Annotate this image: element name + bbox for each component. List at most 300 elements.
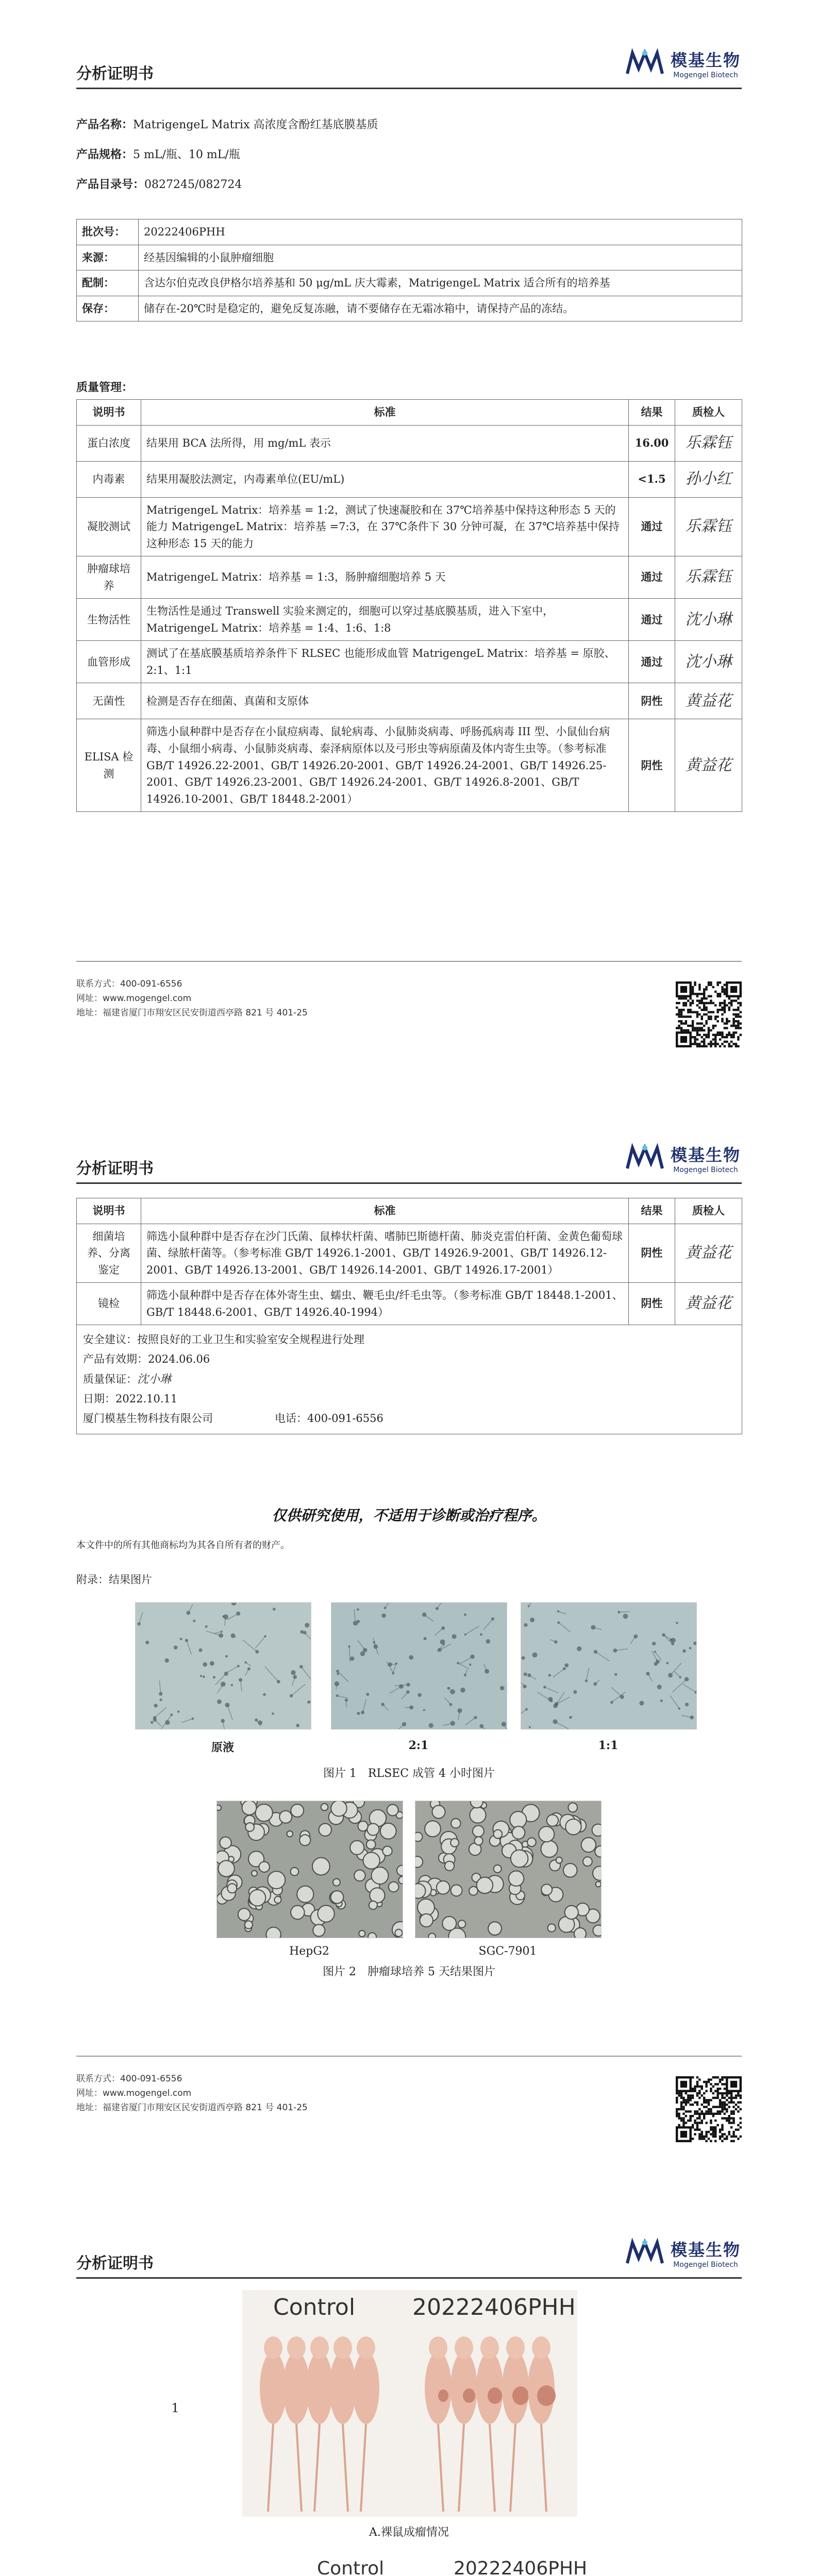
qr-module bbox=[708, 2108, 710, 2110]
cell: 20222406PHH bbox=[139, 219, 742, 245]
qr-module bbox=[714, 1045, 716, 1047]
qr-module bbox=[682, 2106, 685, 2108]
qr-module bbox=[732, 1020, 734, 1022]
cell: 阴性 bbox=[629, 683, 675, 719]
mouse bbox=[450, 2336, 477, 2512]
qr-module bbox=[689, 1002, 691, 1004]
qr-module bbox=[726, 1034, 728, 1036]
qr-module bbox=[678, 2094, 680, 2096]
tube bbox=[246, 1663, 251, 1666]
header-cell: 说明书 bbox=[77, 400, 141, 426]
qr-module bbox=[714, 1025, 716, 1027]
research-use-notice: 仅供研究使用，不适用于诊断或治疗程序。 bbox=[272, 1507, 546, 1524]
tumor bbox=[512, 2386, 529, 2405]
qr-module bbox=[740, 1004, 742, 1006]
qr-module bbox=[732, 1043, 734, 1045]
qr-module bbox=[678, 2108, 680, 2110]
cell bbox=[547, 1815, 558, 1826]
cell bbox=[222, 1615, 224, 1617]
cell bbox=[367, 1823, 379, 1835]
qr-module bbox=[735, 1043, 737, 1045]
mouse bbox=[476, 2336, 503, 2512]
qr-module bbox=[740, 2097, 742, 2099]
qr-module bbox=[705, 1036, 707, 1038]
cell: 来源： bbox=[77, 245, 139, 270]
cell bbox=[319, 1823, 331, 1836]
cell bbox=[359, 1930, 365, 1937]
qr-module bbox=[694, 2088, 696, 2090]
qr-module bbox=[737, 1009, 739, 1011]
qr-module bbox=[721, 2092, 723, 2094]
qr-module bbox=[682, 1015, 685, 1018]
mouse-body bbox=[306, 2352, 333, 2424]
qr-module bbox=[696, 2081, 698, 2083]
cell bbox=[418, 1693, 421, 1697]
cell bbox=[595, 1846, 602, 1857]
signature: 黄益花 bbox=[675, 1224, 742, 1283]
cell bbox=[428, 1933, 436, 1938]
qr-module bbox=[710, 2129, 712, 2131]
cell bbox=[646, 1672, 649, 1675]
table-row bbox=[77, 719, 742, 812]
tube bbox=[155, 1720, 161, 1726]
cell bbox=[623, 1614, 628, 1619]
cell bbox=[221, 1682, 226, 1687]
qr-module bbox=[714, 2133, 716, 2135]
qr-module bbox=[676, 2102, 678, 2104]
tube bbox=[648, 1674, 652, 1682]
qr-module bbox=[703, 2115, 705, 2117]
qr-module bbox=[740, 2136, 742, 2138]
qr-module bbox=[703, 1038, 705, 1040]
qr-module bbox=[696, 2086, 698, 2088]
qr-module bbox=[721, 1007, 723, 1009]
cell bbox=[541, 1841, 557, 1857]
tube bbox=[437, 1602, 447, 1608]
cell: 储存在-20℃时是稳定的，避免反复冻融，请不要储存在无霜冰箱中，请保持产品的冻结。 bbox=[139, 296, 742, 321]
attachment-title: 附录：结果图片 bbox=[76, 1573, 152, 1586]
qr-module bbox=[680, 2092, 682, 2094]
cell bbox=[354, 1870, 365, 1882]
qr-module bbox=[694, 2086, 696, 2088]
cell bbox=[529, 1726, 531, 1728]
cell bbox=[488, 1922, 502, 1935]
qr-module bbox=[696, 1022, 698, 1024]
cell bbox=[524, 1623, 527, 1626]
qr-module bbox=[712, 2113, 714, 2115]
cell bbox=[203, 1662, 207, 1667]
cell bbox=[230, 1633, 235, 1638]
cell: 结果用凝胶法测定，内毒素单位(EU/mL) bbox=[141, 461, 629, 497]
qr-module bbox=[689, 997, 691, 999]
company-line bbox=[83, 1409, 736, 1429]
cell bbox=[548, 1924, 556, 1931]
qr-module bbox=[712, 2092, 714, 2094]
cell bbox=[263, 1693, 266, 1696]
qr-module bbox=[694, 2133, 696, 2135]
qr-module bbox=[724, 988, 726, 990]
cell bbox=[369, 1901, 377, 1909]
cell bbox=[399, 1684, 403, 1688]
cell bbox=[272, 1713, 274, 1715]
mouse-tail bbox=[541, 2424, 546, 2512]
qr-module bbox=[712, 2086, 714, 2088]
qr-module bbox=[737, 2110, 739, 2112]
qr-module bbox=[712, 2106, 714, 2108]
qr-module bbox=[678, 1002, 680, 1004]
cell bbox=[220, 1837, 231, 1849]
cell: 阴性 bbox=[629, 1283, 675, 1325]
qr-module bbox=[732, 2136, 734, 2138]
mouse bbox=[329, 2336, 356, 2512]
cell bbox=[657, 1685, 662, 1689]
qr-module bbox=[678, 2113, 680, 2115]
qr-module bbox=[685, 2122, 687, 2124]
mouse-head bbox=[357, 2336, 375, 2359]
qr-module bbox=[712, 2115, 714, 2117]
qr-module bbox=[680, 1022, 682, 1024]
qa-label: 质量保证： bbox=[83, 1372, 137, 1385]
qr-module bbox=[730, 2117, 732, 2119]
qr-module bbox=[701, 993, 703, 995]
qr-module bbox=[719, 2081, 721, 2083]
qr-module bbox=[721, 1043, 723, 1045]
qr-module bbox=[726, 2099, 728, 2101]
qr-module bbox=[678, 997, 680, 999]
cell bbox=[458, 1920, 466, 1928]
mouse-tail bbox=[343, 2424, 348, 2512]
qr-module bbox=[714, 2129, 716, 2131]
qr-module bbox=[716, 2083, 719, 2085]
product-spec-line bbox=[76, 146, 240, 162]
qr-module bbox=[680, 1029, 682, 1031]
qr-module bbox=[719, 1038, 721, 1040]
cell bbox=[670, 1639, 672, 1641]
qr-module bbox=[692, 991, 694, 993]
cell bbox=[685, 1703, 689, 1706]
cell: 配制： bbox=[77, 270, 139, 296]
cell bbox=[154, 1704, 157, 1707]
qr-module bbox=[716, 2088, 719, 2090]
qr-module bbox=[721, 2104, 723, 2106]
qr-module bbox=[716, 2090, 719, 2092]
qr-module bbox=[708, 1036, 710, 1038]
qr-module bbox=[724, 1002, 726, 1004]
qr-module bbox=[701, 1022, 703, 1024]
mouse-tail bbox=[296, 2424, 302, 2512]
table-row bbox=[77, 461, 742, 497]
qr-module bbox=[740, 2126, 742, 2128]
qr-module bbox=[726, 2104, 728, 2106]
tumor bbox=[463, 2388, 475, 2403]
qr-module bbox=[710, 2113, 712, 2115]
qr-module bbox=[714, 991, 716, 993]
qr-module bbox=[728, 2092, 730, 2094]
mice-photo bbox=[242, 2290, 577, 2517]
qr-module bbox=[714, 1043, 716, 1045]
info-table bbox=[76, 219, 742, 321]
cell bbox=[447, 1687, 450, 1690]
qr-module bbox=[726, 1004, 728, 1006]
qr-module bbox=[714, 2076, 716, 2078]
tube bbox=[159, 1681, 160, 1694]
cell bbox=[245, 1823, 254, 1832]
cell: 蛋白浓度 bbox=[77, 425, 141, 461]
qr-module bbox=[728, 2122, 730, 2124]
qr-module bbox=[721, 2078, 723, 2080]
qr-module bbox=[687, 2102, 689, 2104]
qr-module bbox=[680, 1011, 682, 1013]
qr-module bbox=[698, 2122, 700, 2124]
qr-module bbox=[689, 1015, 691, 1018]
qr-module bbox=[696, 2126, 698, 2128]
qr-module bbox=[719, 1002, 721, 1004]
cell bbox=[563, 1863, 577, 1877]
cell bbox=[213, 1676, 215, 1679]
qr-module bbox=[735, 2104, 737, 2106]
footer-phone: 联系方式：400-091-6556 bbox=[76, 979, 182, 989]
tube bbox=[155, 1707, 166, 1718]
qr-module bbox=[698, 2138, 700, 2140]
mice-illustration bbox=[242, 2326, 577, 2517]
qr-module bbox=[680, 1015, 682, 1018]
qr-module bbox=[716, 2113, 719, 2115]
qa-line bbox=[83, 1369, 736, 1390]
qr-module bbox=[705, 988, 707, 990]
qr-module bbox=[712, 2133, 714, 2135]
qr-finder bbox=[730, 986, 737, 993]
qr-module bbox=[685, 2115, 687, 2117]
cell: 结果用 BCA 法所得，用 mg/mL 表示 bbox=[141, 425, 629, 461]
cell bbox=[511, 1850, 528, 1868]
qr-module bbox=[705, 1002, 707, 1004]
qr-module bbox=[732, 1009, 734, 1011]
cell bbox=[363, 1852, 379, 1869]
qr-module bbox=[703, 2136, 705, 2138]
qr-module bbox=[735, 2097, 737, 2099]
qr-module bbox=[694, 1041, 696, 1043]
qr-module bbox=[703, 2117, 705, 2119]
qr-module bbox=[708, 1002, 710, 1004]
qr-module bbox=[714, 1034, 716, 1036]
qr-module bbox=[676, 1007, 678, 1009]
qr-module bbox=[721, 2124, 723, 2126]
qr-module bbox=[737, 2094, 739, 2096]
qa-signature: 沈小琳 bbox=[137, 1372, 172, 1386]
qr-module bbox=[714, 1038, 716, 1040]
qr-module bbox=[724, 2076, 726, 2078]
table-row bbox=[77, 219, 742, 245]
qr-module bbox=[735, 1027, 737, 1029]
cell bbox=[469, 1664, 472, 1666]
qr-module bbox=[698, 984, 700, 986]
cell bbox=[313, 1924, 325, 1936]
tube bbox=[595, 1652, 609, 1661]
qc-table-continued bbox=[76, 1198, 742, 1434]
qr-module bbox=[676, 2092, 678, 2094]
qr-module bbox=[694, 1038, 696, 1040]
qr-module bbox=[726, 2108, 728, 2110]
cell bbox=[312, 1858, 330, 1875]
cell bbox=[357, 1608, 359, 1611]
qr-module bbox=[682, 2102, 685, 2104]
tube bbox=[670, 1696, 679, 1708]
product-name-line bbox=[76, 116, 378, 132]
qr-module bbox=[694, 1011, 696, 1013]
qr-module bbox=[712, 2097, 714, 2099]
cell: 经基因编辑的小鼠肿瘤细胞 bbox=[139, 245, 742, 270]
qr-module bbox=[716, 1043, 719, 1045]
qr-module bbox=[710, 999, 712, 1002]
qr-module bbox=[735, 2094, 737, 2096]
qr-module bbox=[676, 1027, 678, 1029]
qr-module bbox=[732, 2131, 734, 2133]
qr-module bbox=[698, 2097, 700, 2099]
cell bbox=[460, 1688, 465, 1692]
qr-module bbox=[716, 2110, 719, 2112]
qr-module bbox=[698, 988, 700, 990]
cell bbox=[398, 1876, 403, 1884]
product-catalog-line bbox=[76, 176, 242, 192]
qr-module bbox=[732, 1022, 734, 1024]
qr-module bbox=[689, 2104, 691, 2106]
qr-module bbox=[682, 1022, 685, 1024]
qr-module bbox=[737, 2102, 739, 2104]
qr-module bbox=[721, 986, 723, 988]
cell: 通过 bbox=[629, 497, 675, 556]
qr-module bbox=[714, 1041, 716, 1043]
tube bbox=[458, 1663, 469, 1669]
cell bbox=[318, 1905, 334, 1922]
qr-module bbox=[724, 2113, 726, 2115]
qr-finder bbox=[680, 2081, 687, 2088]
qr-module bbox=[676, 2113, 678, 2115]
qr-module bbox=[728, 1002, 730, 1004]
qr-module bbox=[694, 2113, 696, 2115]
header-divider bbox=[76, 2277, 742, 2279]
cell bbox=[180, 1638, 182, 1640]
qr-module bbox=[692, 1022, 694, 1024]
qr-module bbox=[712, 1002, 714, 1004]
cell: 凝胶测试 bbox=[77, 497, 141, 556]
header-cell: 标准 bbox=[141, 1198, 629, 1224]
qr-module bbox=[698, 2090, 700, 2092]
qr-module bbox=[696, 2094, 698, 2096]
qr-module bbox=[694, 984, 696, 986]
qr-module bbox=[703, 1007, 705, 1009]
page-2 bbox=[0, 1095, 818, 2190]
qr-module bbox=[694, 2129, 696, 2131]
tube bbox=[630, 1636, 636, 1643]
qr-module bbox=[740, 1022, 742, 1024]
qr-module bbox=[694, 1036, 696, 1038]
qr-module bbox=[726, 1027, 728, 1029]
qr-module bbox=[705, 2110, 707, 2112]
cell bbox=[333, 1879, 340, 1886]
qr-module bbox=[710, 1029, 712, 1031]
mouse-head bbox=[532, 2336, 550, 2359]
cell bbox=[493, 1830, 502, 1839]
qr-module bbox=[682, 2113, 685, 2115]
logo-cn: 模基生物 bbox=[670, 1145, 741, 1165]
qr-module bbox=[692, 2138, 694, 2140]
qr-module bbox=[716, 1031, 719, 1033]
qr-module bbox=[710, 2133, 712, 2135]
qr-module bbox=[724, 1004, 726, 1006]
tube bbox=[265, 1667, 278, 1682]
qr-module bbox=[696, 2083, 698, 2085]
qr-module bbox=[698, 2117, 700, 2119]
qr-module bbox=[708, 1031, 710, 1033]
qr-module bbox=[724, 999, 726, 1002]
qr-module bbox=[705, 1013, 707, 1015]
qr-module bbox=[732, 2133, 734, 2135]
cell bbox=[200, 1675, 202, 1677]
qr-module bbox=[716, 1009, 719, 1011]
qr-module bbox=[728, 2115, 730, 2117]
qr-module bbox=[676, 2108, 678, 2110]
qr-module bbox=[701, 2136, 703, 2138]
qr-module bbox=[696, 1015, 698, 1018]
footer-web[interactable]: 网址：www.mogengel.com bbox=[76, 993, 192, 1004]
qr-module bbox=[730, 2126, 732, 2128]
cell bbox=[593, 1925, 602, 1936]
cell bbox=[652, 1642, 656, 1646]
qr-module bbox=[719, 2113, 721, 2115]
qr-module bbox=[689, 2094, 691, 2096]
qr-module bbox=[680, 2106, 682, 2108]
qr-module bbox=[726, 1018, 728, 1020]
qr-module bbox=[714, 2113, 716, 2115]
cell bbox=[512, 1826, 525, 1839]
mouse-tail bbox=[268, 2424, 273, 2512]
qr-module bbox=[719, 2078, 721, 2080]
qr-module bbox=[696, 2092, 698, 2094]
table-row bbox=[77, 1283, 742, 1325]
cell bbox=[591, 1625, 595, 1630]
cell bbox=[464, 1614, 466, 1616]
qr-module bbox=[730, 2099, 732, 2101]
qr-module bbox=[730, 1004, 732, 1006]
cell bbox=[532, 1652, 538, 1657]
footer-web[interactable]: 网址：www.mogengel.com bbox=[76, 2088, 192, 2098]
label: 产品名称： bbox=[76, 118, 133, 131]
qr-module bbox=[740, 2108, 742, 2110]
cell bbox=[415, 1856, 423, 1867]
qr-module bbox=[685, 997, 687, 999]
qr-module bbox=[678, 1011, 680, 1013]
tube bbox=[243, 1640, 257, 1652]
cell bbox=[297, 1886, 313, 1903]
qr-module bbox=[680, 2108, 682, 2110]
fig1-caption: 图片 1 RLSEC 成管 4 小时图片 bbox=[323, 1767, 495, 1780]
signature: 黄益花 bbox=[675, 719, 742, 812]
cell bbox=[252, 1871, 257, 1876]
qr-module bbox=[728, 997, 730, 999]
qr-module bbox=[710, 1018, 712, 1020]
qr-module bbox=[687, 2097, 689, 2099]
qr-module bbox=[689, 2110, 691, 2112]
logo-icon bbox=[624, 48, 665, 79]
qr-module bbox=[724, 1009, 726, 1011]
qr-module bbox=[703, 1009, 705, 1011]
qr-module bbox=[685, 1022, 687, 1024]
cell bbox=[666, 1662, 669, 1665]
qr-module bbox=[682, 1002, 685, 1004]
qr-module bbox=[730, 2097, 732, 2099]
tube bbox=[435, 1628, 443, 1636]
qr-module bbox=[676, 1013, 678, 1015]
